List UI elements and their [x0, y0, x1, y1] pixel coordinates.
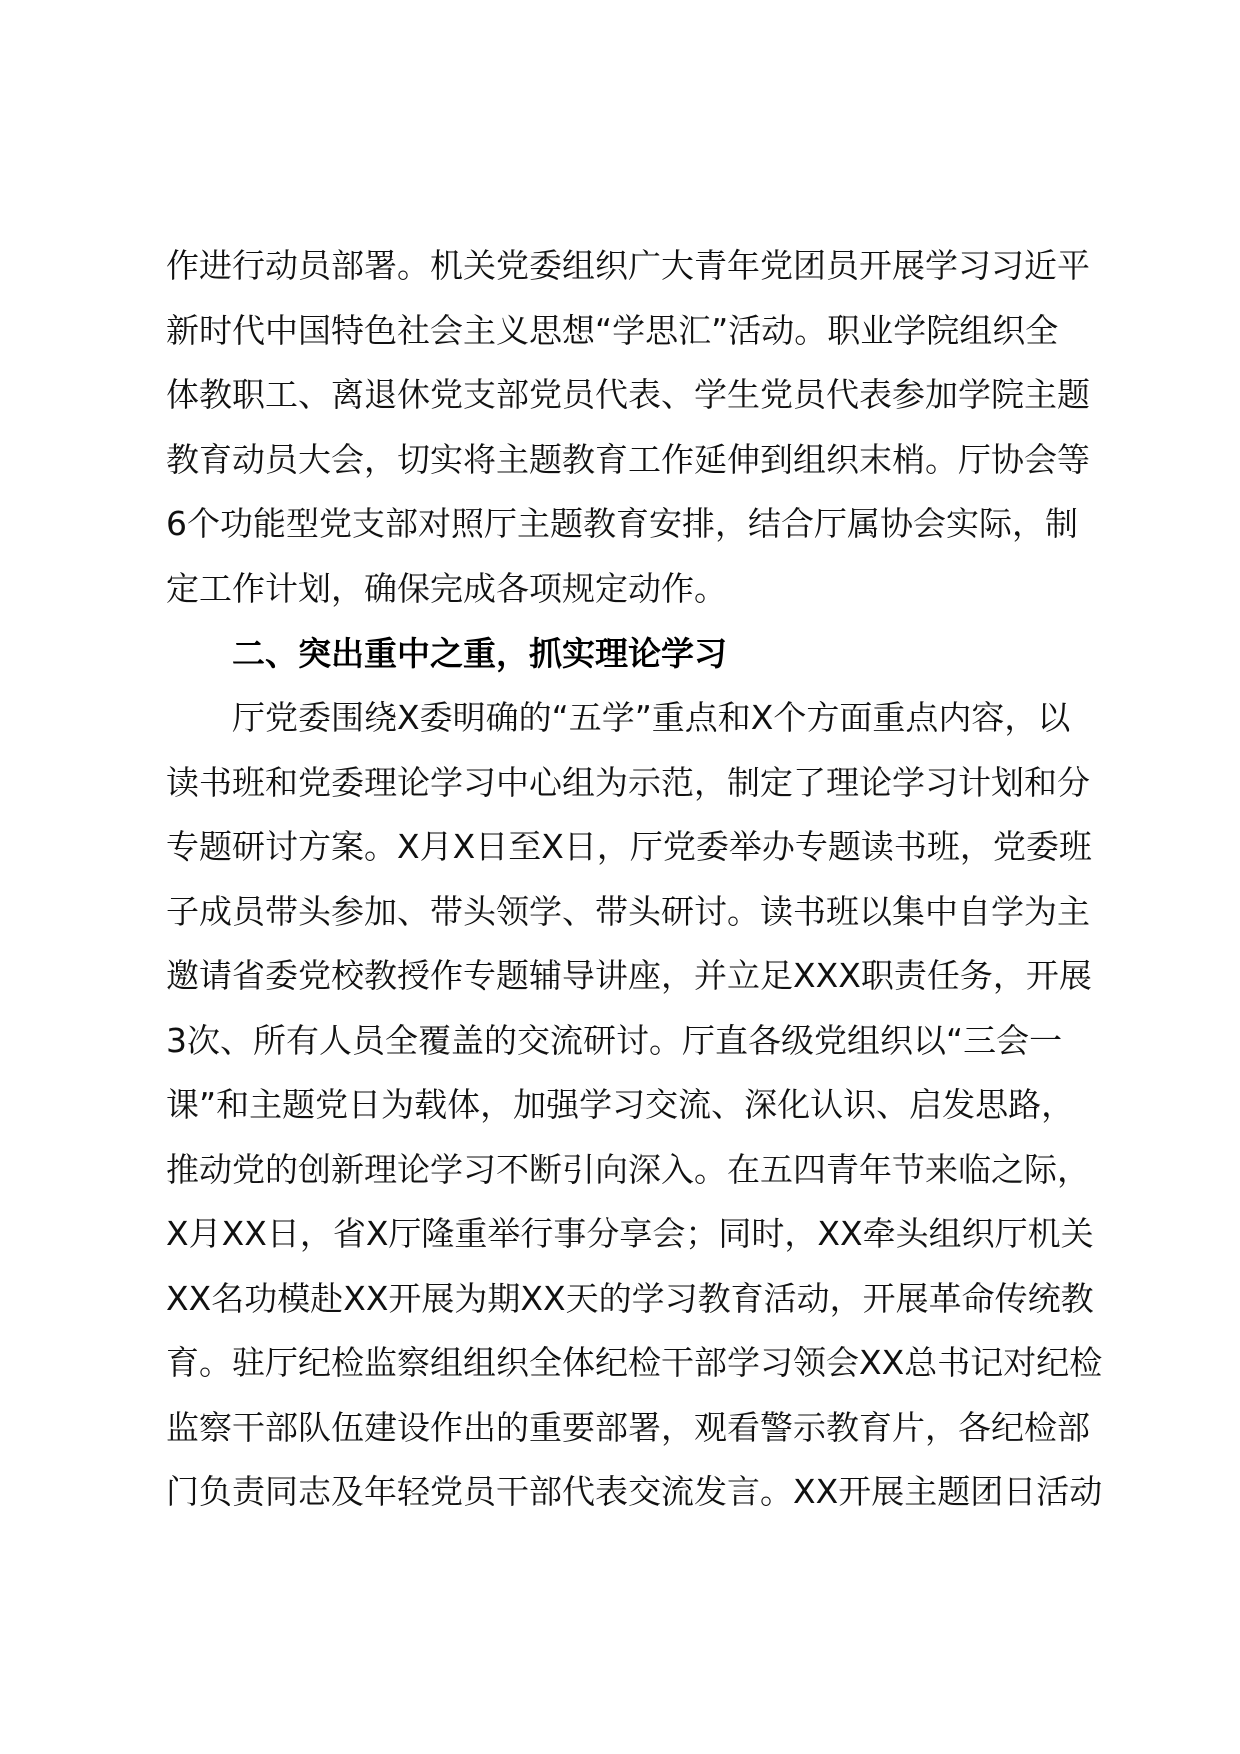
- paragraph-line: 6个功能型党支部对照厅主题教育安排，结合厅属协会实际，制: [166, 504, 1078, 543]
- section-heading: 二、突出重中之重，抓实理论学习: [232, 634, 727, 673]
- paragraph-line: 厅党委围绕X委明确的“五学”重点和X个方面重点内容，以: [232, 698, 1071, 737]
- paragraph-line: 监察干部队伍建设作出的重要部署，观看警示教育片，各纪检部: [166, 1407, 1090, 1447]
- paragraph-line: 专题研讨方案。X月X日至X日，厅党委举办专题读书班，党委班: [166, 827, 1092, 866]
- paragraph-line: XX名功模赴XX开展为期XX天的学习教育活动，开展革命传统教: [166, 1278, 1094, 1318]
- paragraph-line: X月XX日，省X厅隆重举行事分享会；同时，XX牵头组织厅机关: [166, 1214, 1094, 1253]
- paragraph-line: 体教职工、离退休党支部党员代表、学生党员代表参加学院主题: [166, 375, 1090, 414]
- paragraph-line: 课”和主题党日为载体，加强学习交流、深化认识、启发思路，: [166, 1085, 1075, 1124]
- paragraph-line: 定工作计划，确保完成各项规定动作。: [166, 568, 727, 608]
- paragraph-line: 育。驻厅纪检监察组组织全体纪检干部学习领会XX总书记对纪检: [166, 1343, 1103, 1382]
- paragraph-line: 邀请省委党校教授作专题辅导讲座，并立足XXX职责任务，开展: [166, 956, 1092, 995]
- paragraph-line: 推动党的创新理论学习不断引向深入。在五四青年节来临之际，: [166, 1149, 1090, 1189]
- paragraph-line: 新时代中国特色社会主义思想“学思汇”活动。职业学院组织全: [166, 310, 1059, 350]
- paragraph-line: 读书班和党委理论学习中心组为示范，制定了理论学习计划和分: [166, 762, 1090, 802]
- paragraph-line: 3次、所有人员全覆盖的交流研讨。厅直各级党组织以“三会一: [166, 1020, 1063, 1060]
- paragraph-line: 子成员带头参加、带头领学、带头研讨。读书班以集中自学为主: [166, 891, 1090, 931]
- paragraph-mobilization: [166, 234, 1126, 621]
- paragraph-line: 作进行动员部署。机关党委组织广大青年党团员开展学习习近平: [166, 246, 1090, 285]
- paragraph-line: 门负责同志及年轻党员干部代表交流发言。XX开展主题团日活动: [166, 1472, 1103, 1511]
- paragraph-theory-study: [166, 686, 1126, 1525]
- paragraph-line: 教育动员大会，切实将主题教育工作延伸到组织末梢。厅协会等: [166, 439, 1090, 479]
